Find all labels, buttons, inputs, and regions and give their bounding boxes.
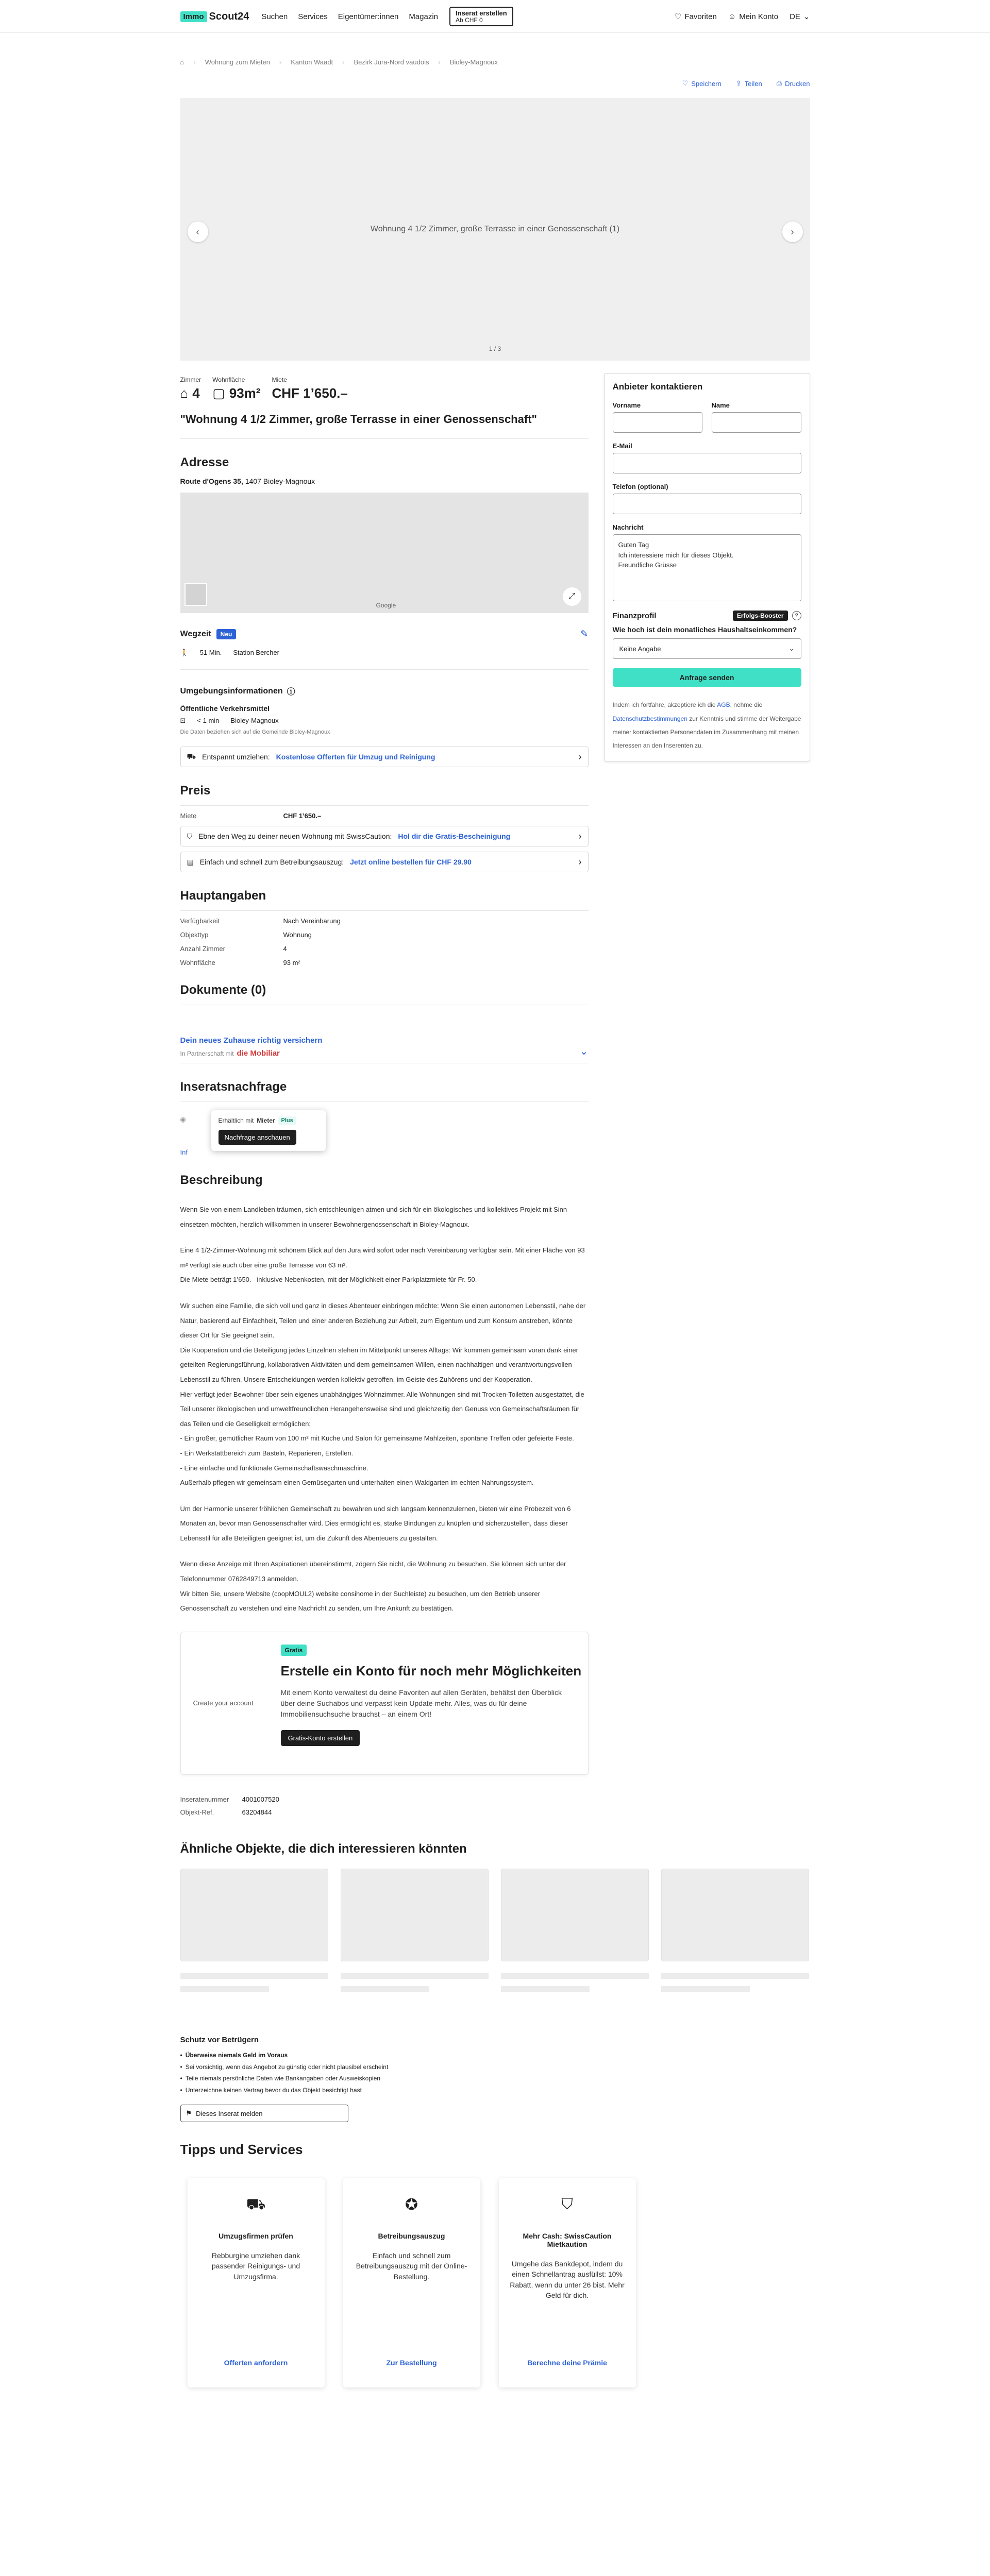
directions-row: [180, 649, 589, 657]
id-value: 63204844: [242, 1808, 272, 1816]
similar-card-placeholder[interactable]: [180, 1869, 328, 1992]
truck-icon: ⛟: [187, 752, 196, 760]
gallery-counter: 1 / 3: [489, 345, 501, 352]
promo-title: Erstelle ein Konto für noch mehr Möglichkeiten: [280, 1663, 582, 1679]
text-placeholder: [661, 1973, 809, 1979]
map-type-toggle[interactable]: [184, 583, 207, 606]
flag-icon: ⚑: [186, 2109, 192, 2117]
eye-icon: ◉: [180, 1115, 186, 1123]
logo-mark: Immo: [180, 11, 207, 22]
rent-value: CHF 1’650.–: [283, 812, 322, 820]
heart-icon: ♡: [674, 12, 682, 21]
description-paragraph: Wenn diese Anzeige mit Ihren Aspirationen übereinstimmt, zögern Sie nicht, die Wohnung zu besuchen. Sie können sich unter der Telefonnummer 0762849713 anmelden. Wir bitten Sie, unsere Website (coopMOUL2) website consihome in der Suchleiste) zu besuchen, um den Betrieb unserer Genossenschaft zu verstehen und eine Nachricht zu senden, um Ihre Ankunft zu bestätigen.: [180, 1560, 566, 1613]
fact-key: Objekttyp: [180, 931, 209, 939]
transport-distance: < 1 min: [197, 717, 220, 724]
account-link[interactable]: [728, 12, 778, 21]
listing-actions: [180, 78, 810, 89]
message-textarea[interactable]: Guten Tag Ich interessiere mich für dieses Objekt. Freundliche Grüsse: [613, 534, 801, 601]
demand-heading: Inseratsnachfrage: [180, 1080, 287, 1094]
main-facts-list: [180, 917, 589, 967]
map-fullscreen-button[interactable]: [563, 587, 581, 606]
transport-place: Bioley-Magnoux: [230, 717, 279, 724]
fact-key: Anzahl Zimmer: [180, 945, 225, 953]
moving-offer-banner[interactable]: [180, 747, 589, 767]
main-column: [180, 373, 589, 1821]
finance-profile-header: [613, 611, 801, 621]
fact-key: Wohnfläche: [180, 959, 215, 967]
environment-section: [180, 685, 589, 767]
description-heading: Beschreibung: [180, 1173, 263, 1187]
environment-heading: Umgebungsinformationen: [180, 686, 283, 696]
divider: [180, 438, 589, 439]
text-placeholder: [180, 1973, 328, 1979]
divider: [180, 669, 589, 670]
lastname-label: Name: [711, 401, 730, 409]
share-button[interactable]: [736, 79, 762, 88]
email-label: E-Mail: [612, 442, 632, 450]
popup-line: [219, 1116, 318, 1125]
income-select[interactable]: [613, 638, 801, 659]
help-icon[interactable]: ?: [792, 611, 801, 620]
partner-line: [180, 1049, 323, 1058]
info-icon[interactable]: ⓘ: [287, 688, 295, 697]
directions-duration: 51 Min.: [199, 649, 222, 656]
tip-title: Umzugsfirmen prüfen: [219, 2232, 293, 2241]
shield-icon: ⛉: [187, 832, 192, 840]
tip-link[interactable]: Berechne deine Prämie: [527, 2359, 607, 2367]
income-question: Wie hoch ist dein monatliches Haushaltseinkommen?: [612, 625, 797, 634]
tip-text: Umgehe das Bankdepot, indem du einen Schnellantrag ausfüllst: 10% Rabatt, wenn du unter 26 bist. Mehr Geld für dich.: [510, 2260, 625, 2299]
finance-profile-title: Finanzprofil: [612, 611, 657, 620]
view-demand-button[interactable]: Nachfrage anschauen: [219, 1130, 296, 1145]
scam-tip: • Unterzeichne keinen Vertrag bevor du das Objekt besichtigt hast: [180, 2084, 810, 2096]
printer-icon: ⎙: [776, 79, 782, 87]
chevron-down-icon: ⌄: [788, 645, 795, 653]
popup-brand: Mieter: [257, 1117, 275, 1124]
home-icon[interactable]: ⌂: [180, 58, 184, 66]
firstname-label: Vorname: [612, 401, 641, 409]
kpi-rent: [272, 376, 347, 401]
report-label: Dieses Inserat melden: [196, 2109, 263, 2117]
kpi-value: 4: [192, 385, 200, 401]
listing-ids: [180, 1795, 589, 1816]
favorites-label: Favoriten: [684, 12, 717, 21]
breadcrumb-separator: ›: [193, 58, 196, 66]
text-placeholder: [501, 1973, 649, 1979]
breadcrumb-item-2[interactable]: Kanton Waadt: [291, 58, 333, 66]
rent-row: [180, 812, 589, 820]
kpi-value: CHF 1’650.–: [272, 385, 348, 401]
send-request-button[interactable]: Anfrage senden: [613, 668, 801, 687]
message-label: Nachricht: [612, 523, 644, 531]
new-badge: Neu: [216, 629, 237, 639]
environment-note: Die Daten beziehen sich auf die Gemeinde Bioley-Magnoux: [180, 729, 330, 735]
success-booster-badge: Erfolgs-Booster: [733, 611, 788, 621]
tip-title: Mehr Cash: SwissCaution Mietkaution: [523, 2232, 612, 2249]
divider: [180, 910, 589, 911]
description-paragraph: Wenn Sie von einem Landleben träumen, sich entschleunigen atmen und sich für ein ökologisches und kollektives Projekt mit Sinn einsetzen möchten, herzlich willkommen in unserer Bewohnergenossenschaft in Bioley-Magnoux.: [180, 1206, 567, 1228]
language-label: DE: [790, 12, 800, 21]
legal-notice: [613, 698, 801, 753]
firstname-input[interactable]: [613, 412, 702, 433]
shield-icon: ⛉: [561, 2196, 573, 2213]
create-account-button[interactable]: Gratis-Konto erstellen: [281, 1730, 360, 1746]
bus-icon: ⊡: [180, 717, 186, 724]
debt-record-banner[interactable]: [180, 852, 589, 872]
account-label: Mein Konto: [739, 12, 779, 21]
transport-row: [180, 717, 589, 725]
truck-icon: ⛟: [246, 2196, 266, 2213]
text-placeholder: [341, 1986, 429, 1992]
tip-text: Einfach und schnell zum Betreibungsauszug mit der Online-Bestellung.: [356, 2251, 467, 2281]
sidebar: [604, 373, 810, 1821]
description-text: [180, 1202, 589, 1616]
print-button[interactable]: [777, 79, 810, 88]
main-facts-heading: Hauptangaben: [180, 889, 266, 903]
breadcrumb-separator: ›: [342, 58, 345, 66]
share-label: Teilen: [744, 79, 762, 88]
directions-header: [180, 629, 589, 639]
fact-row: [180, 931, 589, 939]
breadcrumb-item-1[interactable]: Wohnung zum Mieten: [205, 58, 270, 66]
heart-icon: ♡: [682, 79, 689, 87]
contact-heading: Anbieter kontaktieren: [612, 382, 703, 392]
mobiliar-logo: die Mobiliar: [237, 1049, 280, 1058]
email-input[interactable]: [613, 453, 801, 473]
walk-icon: 🚶: [180, 649, 189, 656]
tip-text: Rebburgine umziehen dank passender Reinigungs- und Umzugsfirma.: [211, 2251, 300, 2281]
plus-badge: Plus: [278, 1116, 296, 1125]
listing-title: "Wohnung 4 1/2 Zimmer, große Terrasse in einer Genossenschaft": [180, 413, 537, 426]
create-listing-label: Inserat erstellen: [456, 9, 507, 17]
description-paragraph: Um der Harmonie unserer fröhlichen Gemeinschaft zu bewahren und sich langsam kennenzulernen, bieten wir eine Probezeit von 6 Monaten an, bevor man Genossenschafter wird. Dies ermöglicht es, starke Bindungen zu knüpfen und sicherzustellen, dass dieser Lebensstil für alle Beteiligten geeignet ist, um die Zukunft des Abenteuers zu gestalten.: [180, 1504, 571, 1542]
deposit-banner[interactable]: [180, 826, 589, 846]
text-placeholder: [180, 1986, 269, 1992]
tip-card-debt-record[interactable]: [343, 2178, 480, 2387]
location-map[interactable]: [180, 493, 589, 613]
phone-input[interactable]: [613, 494, 801, 514]
free-badge: Gratis: [281, 1645, 307, 1656]
chevron-down-icon: ⌄: [803, 12, 810, 21]
scam-tip: • Teile niemals persönliche Daten wie Bankangaben oder Ausweiskopien: [180, 2073, 810, 2084]
description-paragraph: Eine 4 1/2-Zimmer-Wohnung mit schönem Blick auf den Jura wird sofort oder nach Vereinbarung verfügbar sein. Mit einer Fläche von 93 m² verfügt sie auch über eine große Terrasse von 63 m². Die Miete beträgt 1’650.– inklusive Nebenkosten, mit der Möglichkeit einer Parkplatzmiete für Fr. 50.-: [180, 1246, 585, 1284]
rent-label: Miete: [180, 812, 197, 820]
immoscout-logo[interactable]: [180, 11, 249, 23]
text-placeholder: [501, 1986, 590, 1992]
favorites-link[interactable]: [675, 12, 717, 21]
legal-text-1: Indem ich fortfahre, akzeptiere ich die: [612, 701, 717, 709]
breadcrumb-item-3[interactable]: Bezirk Jura-Nord vaudois: [354, 58, 429, 66]
tips-heading: Tipps und Services: [180, 2142, 303, 2158]
fact-value: 93 m²: [283, 959, 300, 967]
card-image-placeholder: [501, 1869, 649, 1961]
divider: [180, 805, 589, 806]
deposit-text: Ebne den Weg zu deiner neuen Wohnung mit SwissCaution:: [198, 832, 392, 840]
address-heading: Adresse: [180, 455, 229, 469]
privacy-link[interactable]: Datenschutzbestimmungen: [612, 715, 687, 722]
user-icon: ☺: [728, 12, 736, 21]
create-listing-sub: Ab CHF 0: [456, 16, 483, 24]
fact-value: Wohnung: [283, 931, 312, 939]
card-image-placeholder: [341, 1869, 489, 1961]
card-image-placeholder: [661, 1869, 809, 1961]
language-selector[interactable]: [790, 12, 810, 21]
breadcrumb-separator: ›: [279, 58, 282, 66]
tip-link[interactable]: Offerten anfordern: [224, 2359, 288, 2367]
nav-item-services[interactable]: Services: [298, 12, 328, 21]
debt-link[interactable]: Jetzt online bestellen für CHF 29.90: [350, 858, 472, 866]
tip-link[interactable]: Zur Bestellung: [386, 2359, 437, 2367]
kpi-label: Wohnfläche: [212, 376, 245, 383]
tips-services: [180, 2142, 810, 2387]
share-icon: ⇪: [735, 79, 742, 87]
document-icon: ▤: [187, 857, 194, 866]
fact-value: Nach Vereinbarung: [283, 917, 341, 925]
description-paragraph: Wir suchen eine Familie, die sich voll und ganz in dieses Abenteuer einbringen möchte: Wenn Sie einen autonomen Lebensstil, nahe der Natur, basierend auf Einfachheit, Teilen und einer anderen Beziehung zur Arbeit, zum Eigentum und zum Konsum anstreben, könnte dieser Ort für Sie geeignet sein. Die Kooperation und die Beteiligung jedes Einzelnen stehen im Mittelpunkt unseres Alltags: Wir kommen gemeinsam voran dank einer geteilten Regierungsführung, kollaborativen Aktivitäten und dem gemeinsamen Willen, einen nachhaltigen und verantwortungsvollen Lebensstil zu führen. Unsere Entscheidungen werden kollektiv getroffen, im Geiste des Zuhörens und der Kooperation. Hier verfügt jeder Bewohner über sein eigenes unabhängiges Wohnzimmer. Alle Wohnungen sind mit Trocken-Toiletten ausgestattet, die Teil unserer ökologischen und umweltfreundlichen Herangehensweise sind und gleichzeitig den Genuss von Gemeinschaftsräumen für das Teilen und die Geselligkeit ermöglichen: - Ein großer, gemütlicher Raum von 100 m² mit Küche und Salon für gemeinsame Mahlzeiten, spontane Treffen oder gefeierte Feste. - Ein Werkstattbereich zum Basteln, Reparieren, Erstellen. - Eine einfache und funktionale Gemeinschaftswaschmaschine. Außerhalb pflegen wir gemeinsam einen Gemüsegarten und unterhalten einen Waldgarten im echten Nahrungssystem.: [180, 1301, 586, 1487]
scam-heading: Schutz vor Betrügern: [180, 2035, 259, 2044]
contact-form: [604, 373, 810, 761]
kpi-label: Miete: [272, 376, 287, 383]
nav-item-eigentuemer[interactable]: Eigentümer:innen: [338, 12, 399, 21]
account-promo-card: [180, 1632, 589, 1775]
popup-text: Erhältlich mit: [218, 1117, 254, 1124]
expand-icon: ⤢: [568, 592, 575, 601]
agb-link[interactable]: AGB: [717, 701, 730, 709]
similar-heading: Ähnliche Objekte, die dich interessieren könnten: [180, 1841, 467, 1856]
similar-card-placeholder[interactable]: [501, 1869, 649, 1992]
chevron-left-icon: ‹: [196, 226, 199, 237]
header-right: [675, 12, 810, 21]
phone-label: Telefon (optional): [612, 483, 668, 490]
fact-value: 4: [283, 945, 287, 953]
text-placeholder: [341, 1973, 489, 1979]
address-city: 1407 Bioley-Magnoux: [245, 477, 315, 485]
directions-heading: Wegzeit: [180, 629, 211, 638]
tip-title: Betreibungsauszug: [378, 2232, 445, 2241]
fact-key: Verfügbarkeit: [180, 917, 220, 925]
similar-card-placeholder[interactable]: [661, 1869, 809, 1992]
divider: [180, 1101, 589, 1102]
demand-section: [180, 1110, 589, 1169]
income-select-value: Keine Angabe: [619, 645, 661, 653]
id-value: 4001007520: [242, 1795, 279, 1803]
save-button[interactable]: [682, 79, 721, 88]
documents-heading: Dokumente (0): [180, 983, 266, 997]
gallery-image-caption: Wohnung 4 1/2 Zimmer, große Terrasse in einer Genossenschaft (1): [370, 225, 620, 233]
image-gallery[interactable]: [180, 98, 810, 361]
text-placeholder: [661, 1986, 750, 1992]
create-listing-button[interactable]: [449, 7, 513, 26]
similar-card-placeholder[interactable]: [341, 1869, 489, 1992]
card-image-placeholder: [180, 1869, 328, 1961]
scam-protection: [180, 2036, 810, 2122]
breadcrumb: [180, 45, 810, 78]
medal-icon: ✪: [405, 2196, 418, 2214]
promo-left-label: Create your account: [193, 1699, 254, 1707]
chevron-right-icon: ›: [791, 226, 794, 237]
map-logo: Google: [376, 602, 396, 609]
gallery-next-button[interactable]: [782, 222, 803, 242]
scam-tip: • Überweise niemals Geld im Voraus: [180, 2049, 810, 2061]
transport-subheading: Öffentliche Verkehrsmittel: [180, 704, 270, 713]
fact-row: [180, 917, 589, 925]
lastname-input[interactable]: [712, 412, 801, 433]
fact-row: [180, 959, 589, 967]
logo-text: Scout24: [209, 10, 249, 22]
legal-text-3: zur Kenntnis und stimme der Weitergabe meiner kontaktierten Personendaten im Zusammenhang mit meinen Interessen an den Inserenten zu.: [612, 715, 801, 750]
fact-row: [180, 945, 589, 953]
chevron-right-icon: ›: [578, 831, 582, 841]
price-heading: Preis: [180, 784, 211, 798]
breadcrumb-item-4[interactable]: Bioley-Magnoux: [449, 58, 498, 66]
edit-icon[interactable]: ✎: [580, 629, 589, 639]
chevron-down-icon: ⌄: [579, 1046, 589, 1057]
address-text: [180, 477, 589, 485]
kpi-rooms: [180, 376, 202, 401]
tip-card-deposit[interactable]: [499, 2178, 636, 2387]
gallery-prev-button[interactable]: [188, 222, 208, 242]
deposit-link[interactable]: Hol dir die Gratis-Bescheinigung: [398, 832, 511, 840]
id-key: Inseratenummer: [180, 1795, 229, 1803]
chevron-right-icon: ›: [578, 856, 582, 867]
key-figures: [180, 376, 589, 401]
breadcrumb-separator: ›: [438, 58, 441, 66]
debt-text: Einfach und schnell zum Betreibungsauszug:: [199, 858, 344, 866]
kpi-value: 93m²: [229, 385, 261, 401]
save-label: Speichern: [691, 79, 721, 88]
rooms-icon: ⌂: [180, 385, 189, 401]
main-nav: [261, 10, 438, 23]
nav-item-magazin[interactable]: Magazin: [409, 12, 439, 21]
directions-station: Station Bercher: [233, 649, 279, 656]
id-key: Objekt-Ref.: [180, 1808, 214, 1816]
tip-card-moving[interactable]: [188, 2178, 325, 2387]
area-icon: ▢: [212, 385, 225, 401]
kpi-area: [212, 376, 260, 401]
moving-link[interactable]: Kostenlose Offerten für Umzug und Reinigung: [276, 753, 435, 761]
top-navigation-bar: [0, 0, 990, 33]
id-row: [180, 1808, 589, 1816]
legal-text-2: , nehme die: [730, 701, 763, 709]
insurance-link[interactable]: Dein neues Zuhause richtig versichern: [180, 1036, 323, 1045]
chevron-right-icon: ›: [578, 751, 582, 762]
similar-listings: [180, 1842, 810, 1992]
print-label: Drucken: [785, 79, 810, 88]
report-listing-button[interactable]: [180, 2105, 348, 2122]
insurance-row[interactable]: [180, 1005, 589, 1063]
address-street: Route d'Ogens 35,: [180, 477, 243, 485]
partner-label: In Partnerschaft mit: [180, 1049, 234, 1057]
nav-item-suchen[interactable]: Suchen: [261, 12, 288, 21]
demand-upsell-popup: [211, 1110, 326, 1151]
moving-text: Entspannt umziehen:: [202, 753, 270, 761]
demand-info-link[interactable]: Inf: [180, 1148, 188, 1156]
kpi-label: Zimmer: [180, 376, 202, 383]
scam-tip: • Sei vorsichtig, wenn das Angebot zu günstig oder nicht plausibel erscheint: [180, 2061, 810, 2073]
promo-text: Mit einem Konto verwaltest du deine Favoriten auf allen Geräten, behältst den Überblick über deine Suchabos und verpasst kein Update mehr. Alles, was du für deine Immobiliensuchsuche brauchst – an einem Ort!: [280, 1688, 562, 1718]
id-row: [180, 1795, 589, 1803]
